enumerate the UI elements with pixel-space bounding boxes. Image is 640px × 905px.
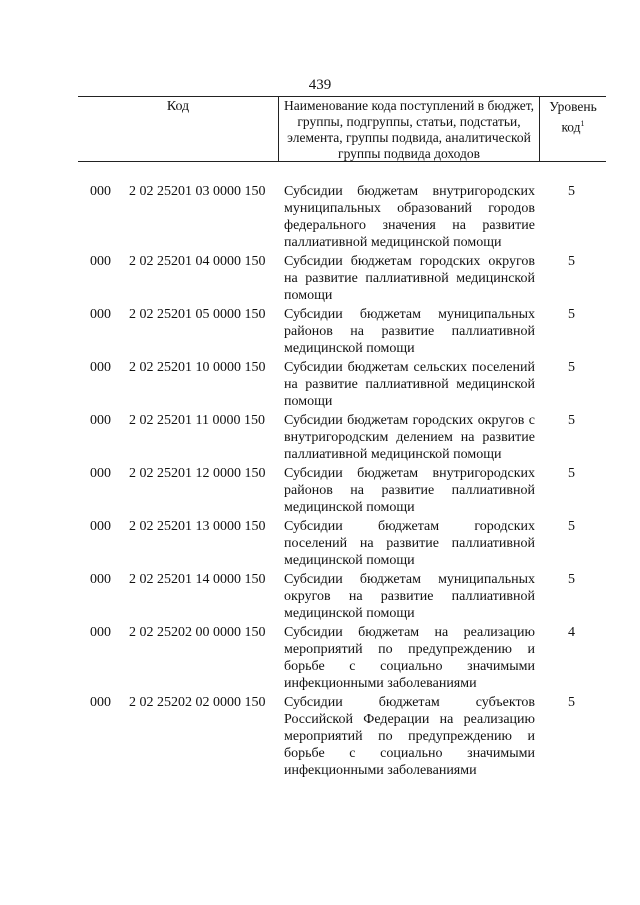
row-gadm: 000 — [90, 625, 111, 640]
table-body — [78, 183, 606, 781]
row-code: 2 02 25202 02 0000 150 — [129, 695, 266, 710]
row-name: Субсидии бюджетам городских поселений на развитие паллиативной медицинской помощи — [284, 519, 535, 568]
table-row — [78, 518, 606, 569]
row-code: 2 02 25201 13 0000 150 — [129, 519, 266, 534]
row-level: 5 — [568, 572, 575, 587]
header-level — [540, 97, 606, 162]
row-level: 5 — [568, 184, 575, 199]
row-name: Субсидии бюджетам внутригородских районов на развитие паллиативной медицинской помощи — [284, 466, 535, 515]
row-gadm: 000 — [90, 695, 111, 710]
row-code: 2 02 25201 05 0000 150 — [129, 307, 266, 322]
table-row — [78, 253, 606, 304]
row-gadm: 000 — [90, 184, 111, 199]
row-gadm: 000 — [90, 466, 111, 481]
header-level-label: Уровень код — [549, 99, 597, 135]
page-number: 439 — [308, 77, 332, 93]
row-level: 5 — [568, 466, 575, 481]
table-row — [78, 412, 606, 463]
row-code: 2 02 25201 03 0000 150 — [129, 184, 266, 199]
row-code: 2 02 25201 04 0000 150 — [129, 254, 266, 269]
header-level-footnote: 1 — [580, 119, 585, 128]
row-level: 5 — [568, 360, 575, 375]
table-row — [78, 624, 606, 692]
table-row — [78, 183, 606, 251]
row-name: Субсидии бюджетам внутригородских муниципальных образований городов федерального значения на развитие паллиативной медицинской помощи — [284, 184, 535, 250]
row-code: 2 02 25202 00 0000 150 — [129, 625, 266, 640]
row-level: 5 — [568, 519, 575, 534]
row-name: Субсидии бюджетам на реализацию мероприятий по предупреждению и борьбе с социально значимыми инфекционными заболеваниями — [284, 625, 535, 691]
table-header — [78, 96, 606, 162]
row-name: Субсидии бюджетам городских округов на развитие паллиативной медицинской помощи — [284, 254, 535, 303]
row-name: Субсидии бюджетам муниципальных районов на развитие паллиативной медицинской помощи — [284, 307, 535, 356]
row-gadm: 000 — [90, 572, 111, 587]
row-name: Субсидии бюджетам городских округов с внутригородским делением на развитие паллиативной медицинской помощи — [284, 413, 535, 462]
row-gadm: 000 — [90, 413, 111, 428]
table-row — [78, 571, 606, 622]
row-level: 5 — [568, 413, 575, 428]
row-name: Субсидии бюджетам сельских поселений на развитие паллиативной медицинской помощи — [284, 360, 535, 409]
table-row — [78, 465, 606, 516]
row-code: 2 02 25201 10 0000 150 — [129, 360, 266, 375]
row-gadm: 000 — [90, 254, 111, 269]
header-code: Код — [166, 99, 190, 114]
row-level: 4 — [568, 625, 575, 640]
table-row — [78, 306, 606, 357]
table-row — [78, 694, 606, 779]
row-name: Субсидии бюджетам субъектов Российской Федерации на реализацию мероприятий по предупреждению и борьбе с социально значимыми инфекционными заболеваниями — [284, 695, 535, 778]
row-level: 5 — [568, 695, 575, 710]
row-code: 2 02 25201 14 0000 150 — [129, 572, 266, 587]
row-code: 2 02 25201 12 0000 150 — [129, 466, 266, 481]
row-code: 2 02 25201 11 0000 150 — [129, 413, 265, 428]
table-row — [78, 359, 606, 410]
header-name: Наименование кода поступлений в бюджет, группы, подгруппы, статьи, подстатьи, элемента, группы подвида, аналитической группы подвида доходов — [278, 97, 540, 161]
row-level: 5 — [568, 254, 575, 269]
row-name: Субсидии бюджетам муниципальных округов на развитие паллиативной медицинской помощи — [284, 572, 535, 621]
row-gadm: 000 — [90, 360, 111, 375]
row-level: 5 — [568, 307, 575, 322]
row-gadm: 000 — [90, 307, 111, 322]
row-gadm: 000 — [90, 519, 111, 534]
